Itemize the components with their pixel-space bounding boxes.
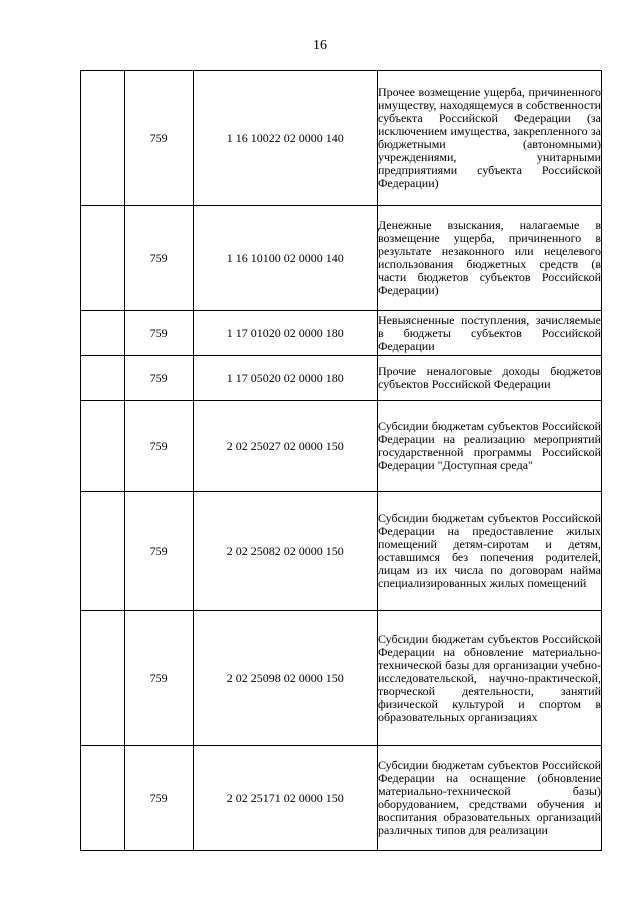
- revenue-name-cell: Прочее возмещение ущерба, причиненного имуществу, находящемуся в собственности субъекта Российской Федерации (за исключением имущества, закрепленного за бюджетными (автономными) учреждениями, унитарными предприятиями субъекта Российской Федерации): [377, 71, 601, 206]
- blank-cell: [81, 746, 125, 851]
- page-number: 16: [313, 38, 327, 53]
- budget-code-cell: 2 02 25027 02 0000 150: [193, 401, 377, 492]
- admin-code-cell: 759: [124, 356, 193, 401]
- table-row: [81, 492, 602, 611]
- blank-cell: [81, 492, 125, 611]
- budget-codes-table: [80, 70, 602, 851]
- budget-code-cell: 1 16 10100 02 0000 140: [193, 206, 377, 311]
- budget-code-cell: 1 16 10022 02 0000 140: [193, 71, 377, 206]
- table-row: [81, 746, 602, 851]
- table-row: [81, 311, 602, 356]
- revenue-name-cell: Денежные взыскания, налагаемые в возмещение ущерба, причиненного в результате незаконного или нецелевого использования бюджетных средств (в части бюджетов субъектов Российской Федерации): [377, 206, 601, 311]
- table-row: [81, 356, 602, 401]
- admin-code-cell: 759: [124, 71, 193, 206]
- revenue-name-cell: Субсидии бюджетам субъектов Российской Федерации на реализацию мероприятий государственной программы Российской Федерации "Доступная среда": [377, 401, 601, 492]
- table-row: [81, 611, 602, 746]
- revenue-name-cell: Прочие неналоговые доходы бюджетов субъектов Российской Федерации: [377, 356, 601, 401]
- blank-cell: [81, 311, 125, 356]
- admin-code-cell: 759: [124, 611, 193, 746]
- table-row: [81, 71, 602, 206]
- table-row: [81, 206, 602, 311]
- blank-cell: [81, 401, 125, 492]
- budget-code-cell: 2 02 25098 02 0000 150: [193, 611, 377, 746]
- admin-code-cell: 759: [124, 492, 193, 611]
- revenue-name-cell: Субсидии бюджетам субъектов Российской Федерации на обновление материально-технической базы для организации учебно-исследовательской, научно-практической, творческой деятельности, занятий физической культурой и спортом в образовательных организациях: [377, 611, 601, 746]
- blank-cell: [81, 71, 125, 206]
- blank-cell: [81, 611, 125, 746]
- blank-cell: [81, 206, 125, 311]
- admin-code-cell: 759: [124, 746, 193, 851]
- budget-code-cell: 1 17 05020 02 0000 180: [193, 356, 377, 401]
- table-row: [81, 401, 602, 492]
- blank-cell: [81, 356, 125, 401]
- revenue-name-cell: Субсидии бюджетам субъектов Российской Федерации на оснащение (обновление материально-технической базы) оборудованием, средствами обучения и воспитания образовательных организаций различных типов для реализации: [377, 746, 601, 851]
- revenue-name-cell: Субсидии бюджетам субъектов Российской Федерации на предоставление жилых помещений детям-сиротам и детям, оставшимся без попечения родителей, лицам из их числа по договорам найма специализированных жилых помещений: [377, 492, 601, 611]
- admin-code-cell: 759: [124, 401, 193, 492]
- budget-code-cell: 2 02 25171 02 0000 150: [193, 746, 377, 851]
- admin-code-cell: 759: [124, 206, 193, 311]
- budget-code-cell: 2 02 25082 02 0000 150: [193, 492, 377, 611]
- revenue-name-cell: Невыясненные поступления, зачисляемые в бюджеты субъектов Российской Федерации: [377, 311, 601, 356]
- budget-code-cell: 1 17 01020 02 0000 180: [193, 311, 377, 356]
- admin-code-cell: 759: [124, 311, 193, 356]
